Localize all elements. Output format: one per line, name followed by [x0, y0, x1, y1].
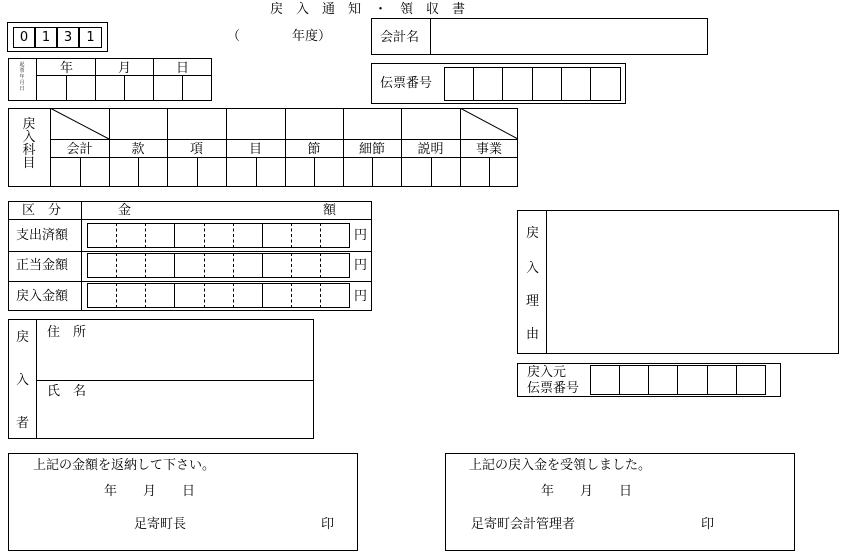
- source-voucher-label-1: 戻入元: [527, 365, 567, 380]
- col-kan: 款: [131, 142, 145, 157]
- receipt-message: 上記の戻入金を受領しました。: [469, 458, 652, 473]
- month-label: 月: [118, 61, 132, 76]
- subject-diagonal-left: [50, 108, 110, 140]
- amount-field-shishutsu[interactable]: [87, 223, 350, 248]
- name-field[interactable]: [38, 400, 312, 437]
- reason-side-label-1: 戻: [526, 226, 540, 241]
- reason-side-label-4: 由: [526, 327, 540, 342]
- header-kin: 金: [118, 203, 132, 218]
- col-setsumei: 説明: [417, 142, 444, 157]
- yen-unit: 円: [354, 258, 368, 273]
- return-request-date: 年 月 日: [104, 484, 196, 499]
- header-kubun: 区 分: [22, 203, 62, 218]
- amount-field-reinyu[interactable]: [87, 283, 350, 308]
- payer-side-label-1: 戻: [16, 330, 30, 345]
- receipt-date: 年 月 日: [541, 484, 633, 499]
- doc-number-digit: 1: [79, 27, 102, 48]
- row-label-reinyu: 戻入金額: [16, 289, 69, 304]
- form-title: 戻 入 通 知 ・ 領 収 書: [270, 2, 466, 17]
- col-kou: 項: [189, 142, 203, 157]
- doc-number-digit: 1: [35, 27, 57, 48]
- account-name-label: 会計名: [380, 30, 420, 45]
- name-label: 氏 名: [47, 384, 87, 399]
- source-voucher-label-2: 伝票番号: [527, 381, 580, 396]
- amount-field-seitou[interactable]: [87, 253, 350, 278]
- fiscal-year-open-paren: （: [227, 29, 241, 44]
- fiscal-year-label: 年度）: [292, 29, 332, 44]
- account-name-field[interactable]: [432, 20, 706, 53]
- address-label: 住 所: [47, 325, 87, 340]
- reason-field[interactable]: [548, 212, 837, 352]
- col-setsu: 節: [307, 142, 321, 157]
- address-field[interactable]: [38, 342, 312, 378]
- col-kaikei: 会計: [66, 142, 93, 157]
- doc-number-digit: 3: [57, 27, 79, 48]
- reason-side-label-2: 入: [526, 261, 540, 276]
- payer-side-label-2: 入: [16, 373, 30, 388]
- yen-unit: 円: [354, 289, 368, 304]
- reason-side-label-3: 理: [526, 294, 540, 309]
- day-label: 日: [176, 61, 190, 76]
- col-moku: 目: [248, 142, 262, 157]
- return-request-message: 上記の金額を返納して下さい。: [33, 458, 216, 473]
- return-request-seal: 印: [321, 517, 335, 532]
- source-voucher-field[interactable]: [590, 365, 766, 395]
- subject-diagonal-right: [460, 108, 519, 140]
- doc-number-digit: 0: [13, 27, 35, 48]
- col-jigyou: 事業: [475, 142, 502, 157]
- col-saisetsu: 細節: [358, 142, 385, 157]
- row-label-shishutsu: 支出済額: [16, 228, 69, 243]
- year-label: 年: [60, 61, 74, 76]
- header-gaku: 額: [323, 203, 337, 218]
- issue-date-side-label: 起 票 年 月 日: [19, 62, 25, 92]
- voucher-number-label: 伝票番号: [380, 76, 433, 91]
- yen-unit: 円: [354, 228, 368, 243]
- receipt-signer: 足寄町会計管理者: [471, 517, 576, 532]
- return-request-signer: 足寄町長: [134, 517, 187, 532]
- receipt-seal: 印: [701, 517, 715, 532]
- payer-side-label-3: 者: [16, 416, 30, 431]
- row-label-seitou: 正当金額: [16, 258, 69, 273]
- subject-side-label: 戻 入 科 目: [22, 117, 36, 171]
